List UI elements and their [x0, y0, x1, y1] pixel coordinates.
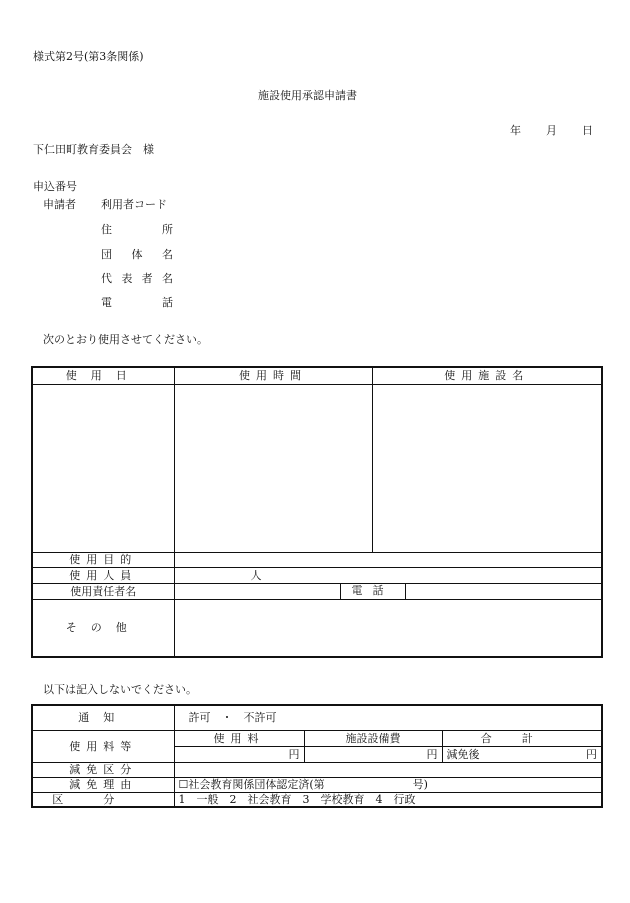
reduction-category-cell[interactable] [174, 762, 602, 777]
notice-value: 許可 ・ 不許可 [174, 705, 602, 730]
request-sentence: 次のとおり使用させてください。 [43, 333, 208, 346]
facility-name-cell[interactable] [372, 384, 602, 552]
fee-label: 使用料等 [32, 730, 174, 762]
date-year-label: 年 [510, 124, 521, 137]
purpose-label: 使用目的 [32, 552, 174, 567]
phone-cell[interactable] [340, 583, 602, 599]
applicant-field-phone: 電話 [101, 296, 173, 309]
date-month-label: 月 [546, 124, 557, 137]
header-usage-date: 使用日 [32, 367, 174, 384]
page-title: 施設使用承認申請書 [258, 89, 357, 102]
responsible-label: 使用責任者名 [32, 583, 174, 599]
addressee: 下仁田町教育委員会 様 [33, 143, 154, 156]
fee-facility-yen[interactable]: 円 [304, 746, 442, 762]
applicant-field-user-code: 利用者コード [101, 198, 167, 211]
phone-value[interactable] [406, 584, 602, 599]
form-number: 様式第2号(第3条関係) [33, 50, 144, 63]
office-note: 以下は記入しないでください。 [43, 683, 197, 696]
division-value[interactable]: 1 一般 2 社会教育 3 学校教育 4 行政 [174, 792, 602, 807]
other-cell[interactable] [174, 599, 602, 657]
people-label: 使用人員 [32, 567, 174, 583]
applicant-field-representative: 代表者名 [101, 272, 173, 285]
people-unit[interactable]: 人 [174, 567, 602, 583]
usage-date-cell[interactable] [32, 384, 174, 552]
application-number-label: 申込番号 [33, 180, 77, 193]
applicant-label: 申請者 [43, 198, 76, 211]
fee-total-yen: 円 [586, 747, 598, 761]
fee-header-total: 合計 [442, 730, 602, 746]
fee-header-facility: 施設設備費 [304, 730, 442, 746]
reduction-reason-value[interactable]: ☐社会教育関係団体認定済(第 号) [174, 777, 602, 792]
reduction-reason-label: 減免理由 [32, 777, 174, 792]
reduction-category-label: 減免区分 [32, 762, 174, 777]
fee-usage-yen[interactable]: 円 [174, 746, 304, 762]
date-day-label: 日 [582, 124, 593, 137]
applicant-field-group-name: 団体名 [101, 248, 173, 261]
other-label: その他 [32, 599, 174, 657]
fee-total-cell[interactable] [442, 746, 602, 762]
responsible-cell[interactable] [174, 583, 340, 599]
purpose-cell[interactable] [174, 552, 602, 567]
phone-label: 電話 [341, 584, 406, 599]
header-facility-name: 使用施設名 [372, 367, 602, 384]
usage-table [31, 366, 603, 658]
office-table [31, 704, 603, 808]
division-label: 区分 [32, 792, 174, 807]
header-usage-time: 使用時間 [174, 367, 372, 384]
after-reduction-label: 減免後 [446, 747, 480, 761]
fee-header-usage: 使用料 [174, 730, 304, 746]
usage-time-cell[interactable] [174, 384, 372, 552]
applicant-field-address: 住所 [101, 223, 173, 236]
notice-label: 通知 [32, 705, 174, 730]
